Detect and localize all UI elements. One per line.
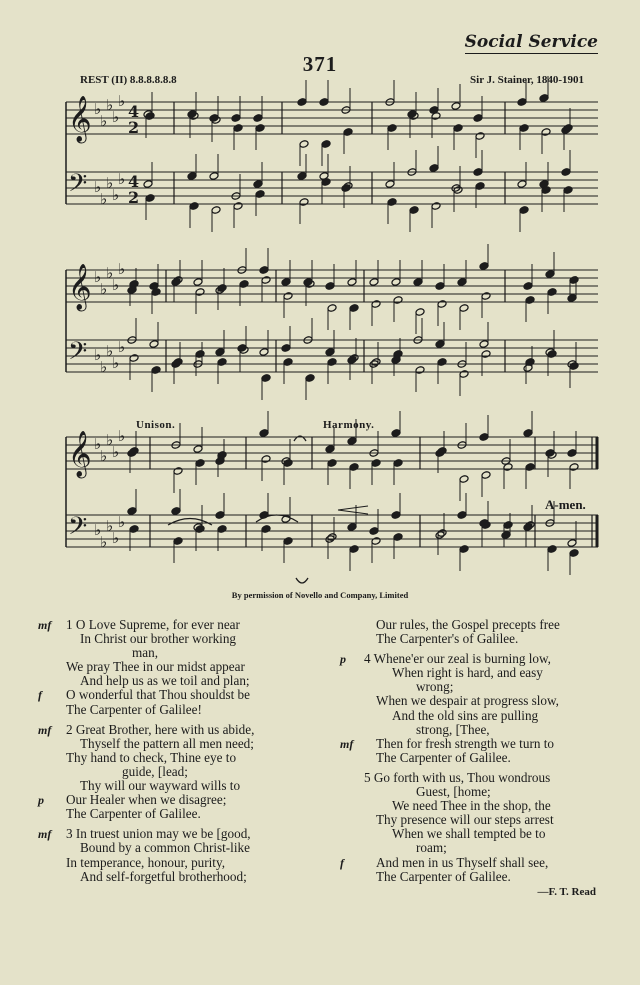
harmony-label: Harmony.	[323, 419, 375, 431]
lyric-line	[66, 841, 336, 855]
note-head	[349, 545, 359, 554]
note-head	[129, 447, 139, 456]
flat-icon: ♭	[118, 513, 126, 531]
lyric-line	[66, 646, 336, 660]
note-head	[459, 370, 469, 379]
note-head	[239, 280, 249, 289]
lyric-line	[66, 674, 336, 688]
note-head	[569, 276, 579, 285]
flat-icon: ♭	[100, 112, 108, 130]
note-head	[327, 533, 337, 542]
lyric-line	[38, 826, 336, 842]
flat-icon: ♭	[118, 260, 126, 278]
note-head	[261, 455, 271, 464]
note-head	[255, 124, 265, 133]
note-head	[283, 358, 293, 367]
bass-clef-icon: 𝄢	[68, 512, 88, 547]
flat-icon: ♭	[94, 346, 102, 364]
lyric-line	[66, 856, 336, 870]
note-head	[545, 270, 555, 279]
bass-clef-icon: 𝄢	[68, 169, 88, 204]
note-head	[547, 545, 557, 554]
note-head	[215, 348, 225, 357]
lyric-text: Thy will our wayward wills to	[80, 778, 241, 794]
amen-label: A-men.	[545, 497, 586, 512]
flat-icon: ♭	[106, 174, 114, 192]
lyric-text: Thy presence will our steps arrest	[376, 812, 554, 828]
note-head	[523, 429, 533, 438]
note-head	[437, 447, 447, 456]
lyric-line	[340, 735, 596, 751]
note-head	[569, 362, 579, 371]
flat-icon: ♭	[100, 358, 108, 376]
dynamic-marking: mf	[38, 827, 52, 842]
note-head	[413, 278, 423, 287]
note-head	[319, 98, 329, 107]
lyric-text: And the old sins are pulling	[392, 707, 539, 723]
flat-icon: ♭	[94, 100, 102, 118]
lyric-text: The Carpenter's of Galilee.	[376, 631, 519, 647]
lyric-line	[346, 813, 596, 827]
note-head	[325, 348, 335, 357]
flat-icon: ♭	[94, 268, 102, 286]
note-head	[347, 278, 357, 287]
note-head	[371, 537, 381, 546]
lyric-line	[346, 870, 596, 884]
lyric-line	[346, 785, 596, 799]
lyric-line	[38, 792, 336, 808]
note-head	[481, 292, 491, 301]
flat-icon: ♭	[118, 427, 126, 445]
note-head	[569, 463, 579, 472]
note-head	[479, 340, 489, 349]
note-head	[391, 278, 401, 287]
lyric-text: The Carpenter of Galilee.	[376, 749, 511, 765]
note-head	[327, 459, 337, 468]
lyric-text: 3 In truest union may we be [good,	[66, 826, 251, 842]
note-head	[369, 278, 379, 287]
note-head	[255, 190, 265, 199]
lyric-line	[346, 751, 596, 765]
note-head	[233, 202, 243, 211]
lyric-text: In Christ our brother working	[80, 631, 237, 647]
note-head	[305, 374, 315, 383]
note-head	[563, 124, 573, 133]
lyrics-column-left	[38, 617, 336, 884]
note-head	[567, 539, 577, 548]
lyric-text: O wonderful that Thou shouldst be	[66, 687, 250, 703]
lyric-text: And men in us Thyself shall see,	[376, 854, 549, 870]
note-head	[297, 172, 307, 181]
lyric-text: Our Healer when we disagree;	[66, 792, 227, 808]
lyric-line	[340, 854, 596, 870]
note-head	[261, 374, 271, 383]
treble-clef-icon: 𝄞	[68, 431, 92, 477]
note-head	[371, 358, 381, 367]
note-head	[261, 276, 271, 285]
lyric-text: And self-forgetful brotherhood;	[80, 868, 247, 884]
lyric-text: 4 Whene'er our zeal is burning low,	[364, 651, 551, 667]
note-head	[519, 206, 529, 215]
lyric-text: In temperance, honour, purity,	[66, 854, 226, 870]
lyric-line	[66, 737, 336, 751]
note-head	[517, 180, 527, 189]
lyric-text: wrong;	[416, 679, 454, 695]
note-head	[481, 471, 491, 480]
note-head	[259, 266, 269, 275]
lyric-line	[346, 666, 596, 680]
lyric-text: strong, [Thee,	[416, 721, 490, 737]
flat-icon: ♭	[106, 96, 114, 114]
flat-icon: ♭	[112, 354, 120, 372]
lyric-line	[38, 617, 336, 632]
lyric-text: guide, [lead;	[122, 763, 188, 779]
note-head	[457, 278, 467, 287]
note-head	[231, 114, 241, 123]
note-head	[525, 296, 535, 305]
note-head	[567, 449, 577, 458]
note-head	[195, 288, 205, 297]
note-head	[415, 366, 425, 375]
time-signature: 4	[128, 172, 140, 191]
flat-icon: ♭	[112, 186, 120, 204]
note-head	[253, 180, 263, 189]
note-head	[261, 525, 271, 534]
flat-icon: ♭	[100, 190, 108, 208]
note-head	[371, 300, 381, 309]
note-head	[129, 280, 139, 289]
lyric-text: 1 O Love Supreme, for ever near	[66, 617, 240, 632]
dynamic-marking: mf	[340, 736, 354, 751]
note-head	[259, 429, 269, 438]
note-head	[283, 292, 293, 301]
note-head	[517, 98, 527, 107]
lyric-text: Our rules, the Gospel precepts free	[376, 617, 560, 632]
note-head	[217, 525, 227, 534]
hymn-number: 371	[302, 52, 338, 76]
note-head	[453, 124, 463, 133]
note-head	[459, 304, 469, 313]
flat-icon: ♭	[106, 517, 114, 535]
time-signature: 4	[128, 102, 140, 121]
note-head	[391, 511, 401, 520]
lyric-text: We pray Thee in our midst appear	[66, 659, 245, 675]
note-head	[343, 128, 353, 137]
lyric-text: The Carpenter of Galilee.	[66, 806, 201, 822]
lyric-line	[38, 687, 336, 703]
note-head	[151, 366, 161, 375]
flat-icon: ♭	[112, 443, 120, 461]
note-head	[187, 172, 197, 181]
note-head	[431, 202, 441, 211]
note-head	[525, 358, 535, 367]
note-head	[189, 202, 199, 211]
note-head	[171, 507, 181, 516]
note-head	[325, 282, 335, 291]
lyric-line	[346, 694, 596, 708]
lyric-text: 5 Go forth with us, Thou wondrous	[364, 769, 551, 785]
note-head	[391, 429, 401, 438]
lyric-text: Guest, [home;	[416, 784, 491, 800]
note-head	[547, 350, 557, 359]
note-head	[253, 114, 263, 123]
lyric-text: And help us as we toil and plan;	[80, 673, 250, 689]
note-head	[209, 172, 219, 181]
note-head	[149, 340, 159, 349]
note-head	[481, 350, 491, 359]
composer: Sir J. Stainer, 1840-1901	[470, 74, 584, 86]
note-head	[349, 304, 359, 313]
note-head	[349, 463, 359, 472]
note-head	[173, 537, 183, 546]
note-head	[347, 523, 357, 532]
dynamic-marking: mf	[38, 618, 52, 632]
flat-icon: ♭	[94, 178, 102, 196]
lyric-text: When we shall tempted be to	[392, 826, 546, 842]
lyric-line	[66, 703, 336, 717]
flat-icon: ♭	[100, 447, 108, 465]
flat-icon: ♭	[118, 92, 126, 110]
lyric-line	[66, 870, 336, 884]
dynamic-marking: f	[340, 855, 344, 870]
flat-icon: ♭	[94, 435, 102, 453]
note-head	[503, 521, 513, 530]
note-head	[127, 507, 137, 516]
lyric-text: Bound by a common Christ-like	[80, 840, 250, 856]
lyric-line	[346, 680, 596, 694]
lyric-line	[346, 632, 596, 646]
time-signature: 2	[128, 118, 140, 137]
note-head	[409, 206, 419, 215]
note-head	[215, 511, 225, 520]
note-head	[281, 278, 291, 287]
lyric-line	[346, 771, 596, 785]
note-head	[129, 354, 139, 363]
note-head	[217, 284, 227, 293]
note-head	[475, 182, 485, 191]
unison-label: Unison.	[136, 419, 176, 431]
note-head	[299, 198, 309, 207]
note-head	[233, 124, 243, 133]
note-head	[259, 348, 269, 357]
lyric-line	[346, 618, 596, 632]
note-head	[173, 358, 183, 367]
note-head	[193, 445, 203, 454]
note-head	[211, 206, 221, 215]
tie	[168, 519, 212, 526]
note-head	[393, 533, 403, 542]
flat-icon: ♭	[112, 276, 120, 294]
note-head	[473, 114, 483, 123]
lyric-line	[66, 660, 336, 674]
note-head	[217, 358, 227, 367]
flat-icon: ♭	[94, 521, 102, 539]
lyric-text: The Carpenter of Galilee!	[66, 701, 202, 717]
lyric-line	[346, 841, 596, 855]
note-head	[321, 140, 331, 149]
note-head	[457, 511, 467, 520]
note-head	[539, 94, 549, 103]
note-head	[451, 102, 461, 111]
flat-icon: ♭	[100, 280, 108, 298]
note-head	[437, 300, 447, 309]
treble-clef-icon: 𝄞	[68, 96, 92, 142]
flat-icon: ♭	[112, 108, 120, 126]
time-signature: 2	[128, 188, 140, 207]
note-head	[435, 340, 445, 349]
lyric-text: Thy hand to check, Thine eye to	[66, 749, 237, 765]
treble-clef-icon: 𝄞	[68, 264, 92, 310]
note-head	[393, 459, 403, 468]
note-head	[347, 437, 357, 446]
note-head	[525, 463, 535, 472]
flat-icon: ♭	[106, 264, 114, 282]
flat-icon: ♭	[112, 529, 120, 547]
note-head	[385, 180, 395, 189]
flat-icon: ♭	[100, 533, 108, 551]
note-head	[569, 549, 579, 558]
lyric-text: roam;	[416, 840, 447, 856]
lyric-text: man,	[132, 645, 159, 661]
note-head	[327, 358, 337, 367]
note-head	[501, 531, 511, 540]
flat-icon: ♭	[118, 170, 126, 188]
note-head	[415, 308, 425, 317]
note-head	[519, 124, 529, 133]
note-head	[475, 132, 485, 141]
note-head	[435, 282, 445, 291]
note-head	[145, 112, 155, 121]
flat-icon: ♭	[118, 338, 126, 356]
note-head	[387, 124, 397, 133]
lyric-line	[66, 632, 336, 646]
note-head	[393, 296, 403, 305]
flat-icon: ♭	[106, 431, 114, 449]
note-head	[563, 186, 573, 195]
lyric-text: Thyself the pattern all men need;	[80, 735, 254, 751]
note-head	[393, 350, 403, 359]
note-head	[387, 198, 397, 207]
note-head	[325, 445, 335, 454]
note-head	[299, 140, 309, 149]
lyric-line	[66, 751, 336, 765]
bass-clef-icon: 𝄢	[68, 337, 88, 372]
lyric-line	[340, 651, 596, 667]
note-head	[429, 164, 439, 173]
dynamic-marking: mf	[38, 722, 52, 737]
note-head	[371, 459, 381, 468]
lyric-text: Then for fresh strength we turn to	[376, 735, 554, 751]
lyric-line	[66, 779, 336, 793]
author-attribution: —F. T. Read	[537, 885, 596, 898]
lyric-text: When we despair at progress slow,	[376, 693, 559, 709]
note-head	[567, 294, 577, 303]
dynamic-marking: f	[38, 688, 42, 703]
note-head	[297, 98, 307, 107]
note-head	[217, 451, 227, 460]
crescendo-hairpin	[338, 506, 368, 514]
lyric-line	[346, 709, 596, 723]
dynamic-marking: p	[340, 652, 346, 667]
note-head	[369, 527, 379, 536]
lyric-line	[346, 827, 596, 841]
note-head	[437, 358, 447, 367]
note-head	[283, 537, 293, 546]
note-head	[143, 180, 153, 189]
note-head	[193, 278, 203, 287]
lyric-text: We need Thee in the shop, the	[392, 798, 551, 814]
dynamic-marking: p	[38, 793, 44, 808]
lyric-line	[346, 799, 596, 813]
fermata-icon	[296, 578, 308, 583]
lyric-line	[66, 807, 336, 821]
note-head	[145, 194, 155, 203]
permission-note: By permission of Novello and Company, Limited	[231, 590, 409, 600]
note-head	[195, 525, 205, 534]
flat-icon: ♭	[106, 342, 114, 360]
note-head	[473, 168, 483, 177]
note-head	[541, 128, 551, 137]
note-head	[561, 168, 571, 177]
lyric-line	[346, 723, 596, 737]
tune-name: REST (II) 8.8.8.8.8.8	[80, 74, 177, 86]
note-head	[459, 545, 469, 554]
note-head	[547, 288, 557, 297]
lyric-line	[38, 721, 336, 737]
note-head	[437, 529, 447, 538]
lyrics-column-right	[340, 617, 596, 899]
lyric-line	[66, 765, 336, 779]
note-head	[195, 350, 205, 359]
note-head	[479, 433, 489, 442]
note-head	[283, 459, 293, 468]
section-title: Social Service	[464, 32, 598, 52]
note-head	[459, 475, 469, 484]
lyric-text: The Carpenter of Galilee.	[376, 868, 511, 884]
note-head	[479, 262, 489, 271]
note-head	[173, 467, 183, 476]
lyric-text: When right is hard, and easy	[392, 665, 543, 681]
note-head	[129, 525, 139, 534]
note-head	[281, 344, 291, 353]
note-head	[523, 282, 533, 291]
note-head	[327, 304, 337, 313]
note-head	[195, 459, 205, 468]
lyric-text: 2 Great Brother, here with us abide,	[66, 721, 255, 737]
